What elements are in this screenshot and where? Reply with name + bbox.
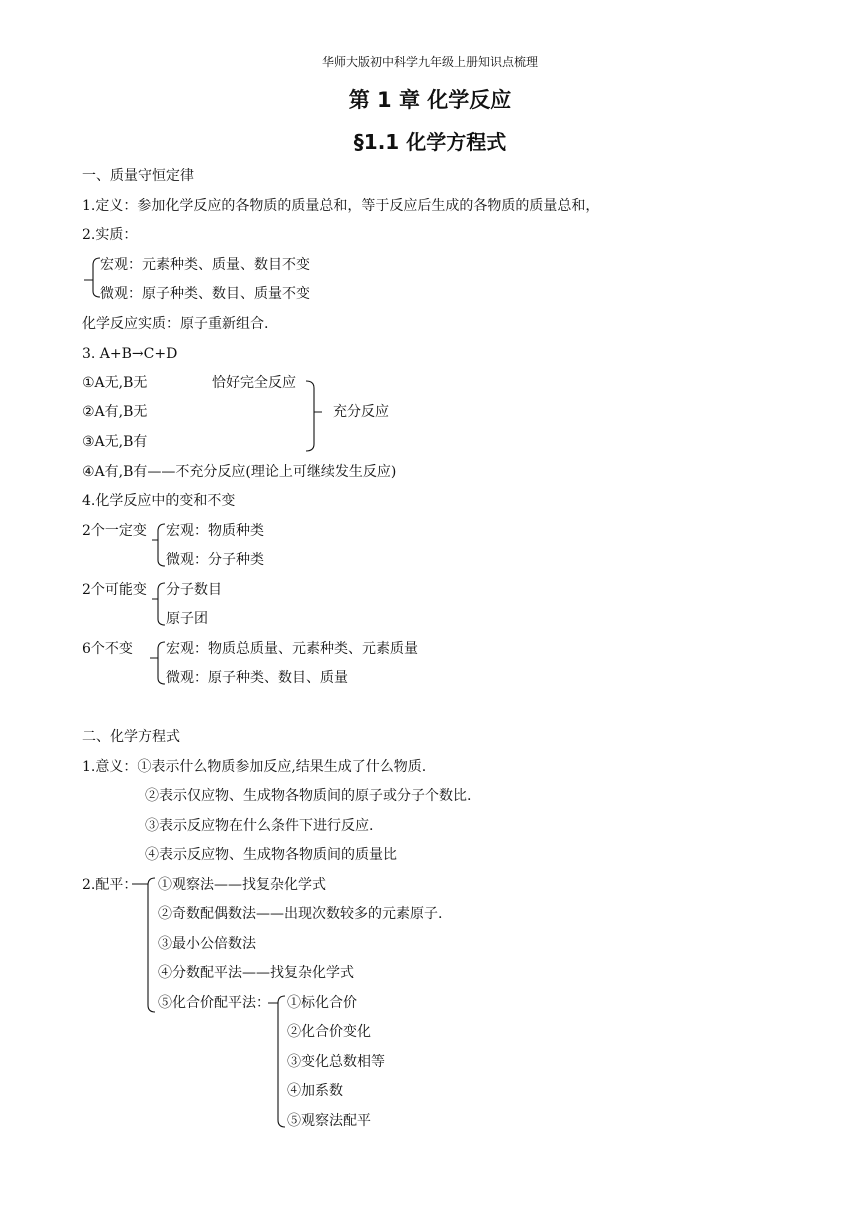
step-4: ④加系数: [287, 1083, 343, 1099]
brace-sufficient: [306, 381, 322, 451]
macro-text: 宏观：元素种类、质量、数目不变: [100, 257, 310, 273]
sufficient-reaction: 充分反应: [333, 404, 389, 420]
method-4: ④分数配平法——找复杂化学式: [158, 965, 354, 981]
two-must-change: 2个一定变: [82, 523, 147, 539]
meaning-4: ④表示反应物、生成物各物质间的质量比: [145, 847, 397, 863]
step-1: ①标化合价: [287, 995, 357, 1011]
reaction-essence: 化学反应实质：原子重新组合.: [82, 316, 269, 332]
six-unchanged: 6个不变: [82, 641, 133, 657]
equation-text: 3. A+B→C+D: [82, 346, 178, 362]
two-must-micro: 微观：分子种类: [166, 552, 264, 568]
step-5: ⑤观察法配平: [287, 1113, 371, 1129]
meaning-2: ②表示仅应物、生成物各物质间的原子或分子个数比.: [145, 788, 472, 804]
case-2: ②A有,B无: [82, 404, 148, 420]
meaning-3: ③表示反应物在什么条件下进行反应.: [145, 818, 374, 834]
essence-label: 2.实质：: [82, 227, 138, 243]
case-1-note: 恰好完全反应: [212, 375, 296, 391]
six-macro: 宏观：物质总质量、元素种类、元素质量: [166, 641, 418, 657]
case-3: ③A无,B有: [82, 434, 148, 450]
changes-title: 4.化学反应中的变和不变: [82, 493, 236, 509]
brace-must-change: [152, 524, 165, 566]
definition-text: 1.定义：参加化学反应的各物质的质量总和，等于反应后生成的各物质的质量总和，: [82, 198, 600, 214]
step-3: ③变化总数相等: [287, 1054, 385, 1070]
method-2: ②奇数配偶数法——出现次数较多的元素原子.: [158, 906, 443, 922]
brace-steps: [268, 996, 285, 1127]
case-1: ①A无,B无: [82, 375, 148, 391]
meaning-1: 1.意义：①表示什么物质参加反应,结果生成了什么物质.: [82, 759, 427, 775]
section-title: §1.1 化学方程式: [353, 130, 507, 154]
brace-unchanged: [150, 642, 165, 684]
method-1: ①观察法——找复杂化学式: [158, 877, 326, 893]
two-may-2: 原子团: [166, 611, 208, 627]
two-must-macro: 宏观：物质种类: [166, 523, 264, 539]
method-5: ⑤化合价配平法：: [158, 995, 270, 1011]
brace-balance: [132, 878, 155, 1012]
six-micro: 微观：原子种类、数目、质量: [166, 670, 348, 686]
balance-label: 2.配平：: [82, 877, 138, 893]
method-3: ③最小公倍数法: [158, 936, 256, 952]
step-2: ②化合价变化: [287, 1024, 371, 1040]
chapter-title: 第 1 章 化学反应: [348, 88, 512, 112]
micro-text: 微观：原子种类、数目、质量不变: [100, 286, 310, 302]
brace-essence: [84, 258, 100, 297]
brace-may-change: [152, 583, 165, 625]
case-4: ④A有,B有——不充分反应(理论上可继续发生反应): [82, 464, 397, 480]
page-header: 华师大版初中科学九年级上册知识点梳理: [321, 55, 538, 69]
part2-heading: 二、化学方程式: [82, 729, 180, 745]
two-may-1: 分子数目: [166, 582, 222, 598]
two-may-change: 2个可能变: [82, 582, 147, 598]
part1-heading: 一、质量守恒定律: [82, 168, 194, 184]
